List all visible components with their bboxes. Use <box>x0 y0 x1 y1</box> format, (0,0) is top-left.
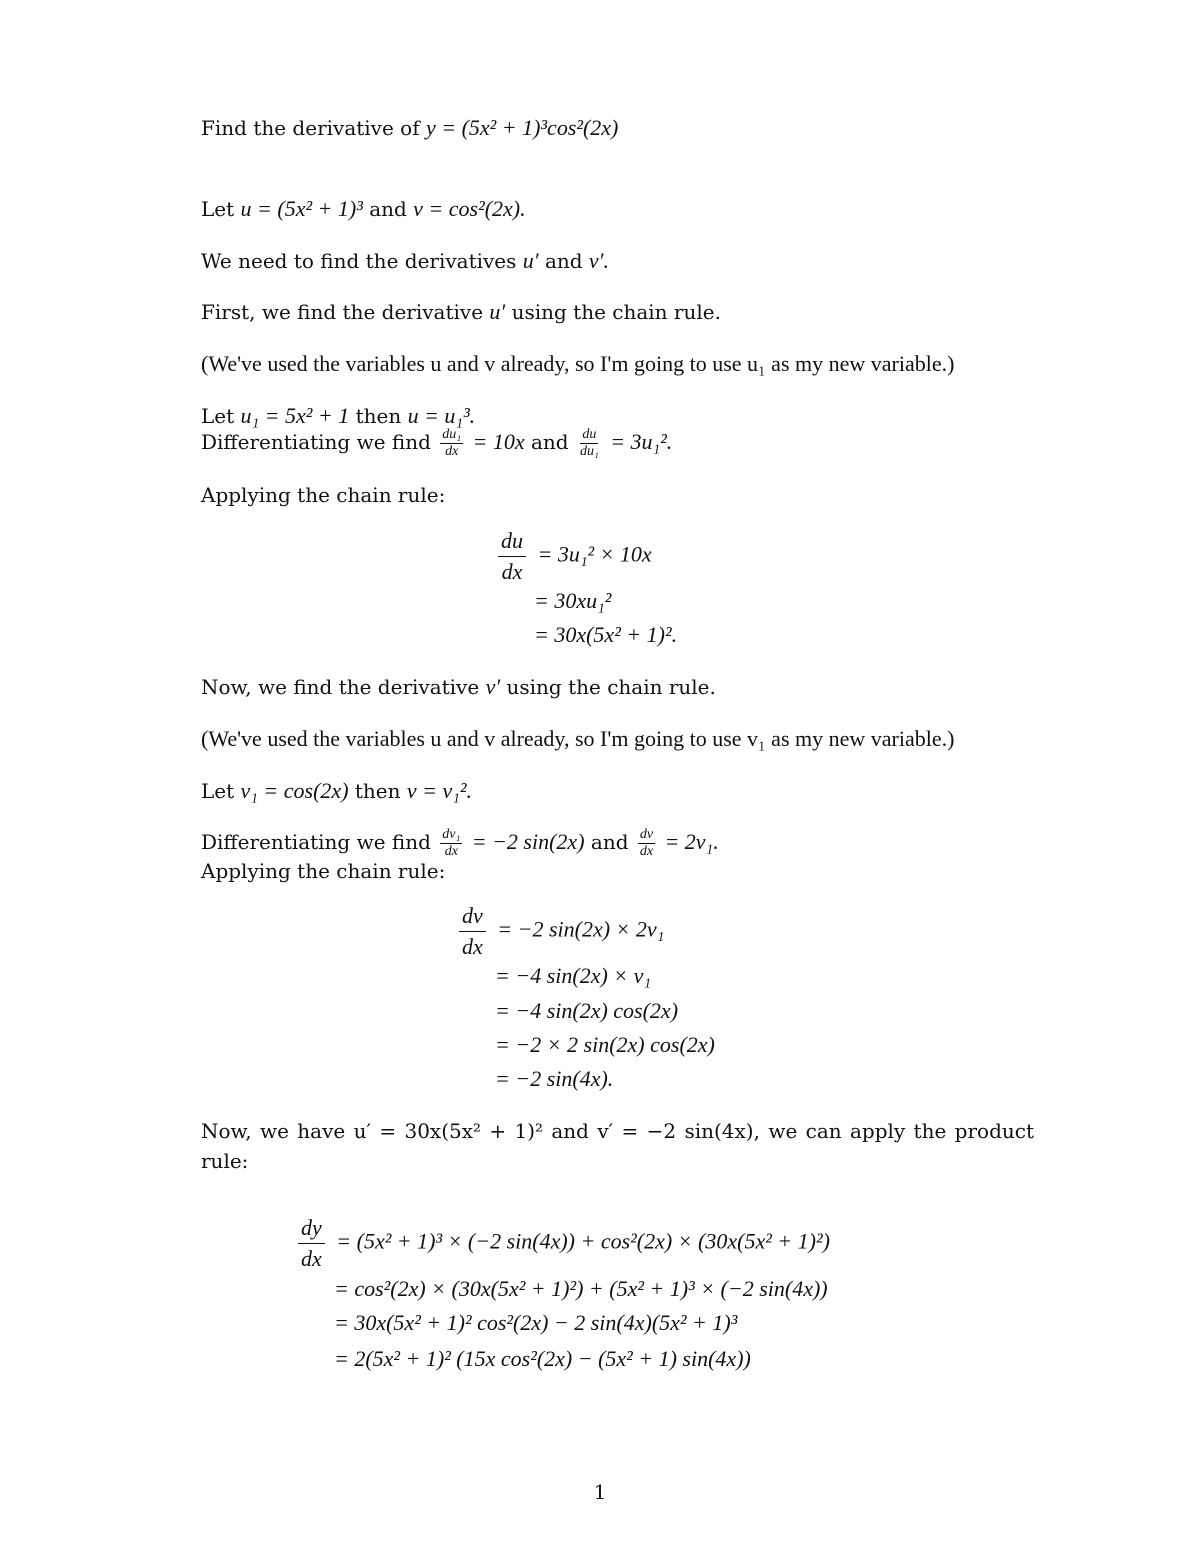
first-text: First, we find the derivative <box>201 300 484 324</box>
let-v1-line <box>201 777 472 805</box>
fraction-numerator: dv₁ <box>442 827 461 842</box>
equation-line: = −2 sin(2x) × 2v₁ <box>497 916 665 942</box>
apply-chain-heading-2: Applying the chain rule: <box>201 859 446 883</box>
fraction-denominator: dx <box>444 844 458 859</box>
equation-line: = cos²(2x) × (30x(5x² + 1)²) + (5x² + 1)³ × (−2 sin(4x)) <box>334 1276 828 1301</box>
du-du1-value: = 3u₁². <box>610 429 673 454</box>
dv1-dx-fraction <box>440 828 462 859</box>
dv-dx-value: = 2v₁. <box>664 829 719 854</box>
v1-definition: v₁ = cos(2x) <box>240 778 349 803</box>
u1-definition: u₁ = 5x² + 1 <box>240 403 350 428</box>
intro-line <box>201 114 618 142</box>
equation-line: = −2 × 2 sin(2x) cos(2x) <box>495 1032 715 1057</box>
product-rule-text: Now, we have u′ = 30x(5x² + 1)² and v′ = −2 sin(4x), we can apply the product rule: <box>201 1119 1034 1173</box>
let-uv-line <box>201 195 526 223</box>
first-text-end: using the chain rule. <box>511 300 721 324</box>
equation-line: = −2 sin(4x). <box>495 1066 614 1091</box>
equation-line: = −4 sin(2x) × v₁ <box>495 963 652 988</box>
equation-line: = −4 sin(2x) cos(2x) <box>495 998 679 1023</box>
intro-expression: y = (5x² + 1)³cos²(2x) <box>425 115 619 140</box>
fraction-denominator: dx <box>301 1246 322 1271</box>
u-prime: u′ <box>522 248 539 273</box>
now-text-end: using the chain rule. <box>506 675 716 699</box>
and-word: and <box>590 830 629 854</box>
diff-text: Differentiating we find <box>201 830 431 854</box>
diff-v-line <box>201 828 719 859</box>
diff-u-line <box>201 428 672 459</box>
first-line <box>201 298 721 326</box>
equation-line: = 30x(5x² + 1)². <box>534 622 678 647</box>
page-number: 1 <box>593 1480 607 1504</box>
du1-dx-value: = 10x <box>472 429 525 454</box>
fraction-numerator: du₁ <box>442 427 462 442</box>
now-text: Now, we find the derivative <box>201 675 480 699</box>
note-u-line: (We've used the variables u and v already, so I'm going to use u₁ as my new variable.) <box>201 351 955 376</box>
v-definition: v = cos²(2x). <box>413 196 526 221</box>
v-in-terms-of-v1: v = v₁². <box>406 778 473 803</box>
v-prime: v′ <box>485 674 501 699</box>
diff-text: Differentiating we find <box>201 430 431 454</box>
and-word: and <box>531 430 569 454</box>
du-dx-fraction <box>498 528 526 585</box>
need-text: We need to find the derivatives <box>201 249 517 273</box>
equation-line: = 30xu₁² <box>534 588 612 613</box>
dv-dx-fraction <box>459 903 486 960</box>
fraction-numerator: du <box>498 528 526 557</box>
apply-chain-heading-1: Applying the chain rule: <box>201 483 446 507</box>
fraction-denominator: dx <box>501 559 523 584</box>
fraction-numerator: du <box>582 427 597 442</box>
dv1-dx-value: = −2 sin(2x) <box>471 829 585 854</box>
need-line <box>201 247 609 275</box>
du-du1-fraction <box>578 428 601 459</box>
equation-line: = 30x(5x² + 1)² cos²(2x) − 2 sin(4x)(5x² + 1)³ <box>334 1310 738 1335</box>
then-word: then <box>355 404 402 428</box>
u-definition: u = (5x² + 1)³ <box>240 196 363 221</box>
equation-line: = (5x² + 1)³ × (−2 sin(4x)) + cos²(2x) × (30x(5x² + 1)²) <box>336 1228 830 1254</box>
u-in-terms-of-u1: u = u₁³. <box>407 403 476 428</box>
let-label: Let <box>201 779 235 803</box>
du1-dx-fraction <box>440 428 463 459</box>
and-word: and <box>544 249 583 273</box>
fraction-numerator: dv <box>459 903 486 932</box>
dy-dx-fraction <box>298 1215 325 1272</box>
let-u1-line <box>201 402 475 430</box>
u-prime: u′ <box>489 299 506 324</box>
equation-line: = 3u₁² × 10x <box>537 541 652 567</box>
then-word: then <box>354 779 401 803</box>
fraction-denominator: dx <box>639 844 654 859</box>
fraction-denominator: du₁ <box>579 444 599 459</box>
now-v-line <box>201 673 716 701</box>
equation-line: = 2(5x² + 1)² (15x cos²(2x) − (5x² + 1) sin(4x)) <box>334 1346 751 1371</box>
fraction-denominator: dx <box>445 444 459 459</box>
fraction-numerator: dv <box>639 827 654 842</box>
note-v-line: (We've used the variables u and v already, so I'm going to use v₁ as my new variable.) <box>201 726 955 751</box>
let-label: Let <box>201 404 235 428</box>
dv-dx-fraction <box>638 828 655 859</box>
fraction-numerator: dy <box>298 1215 325 1244</box>
let-label: Let <box>201 197 235 221</box>
fraction-denominator: dx <box>462 934 483 959</box>
and-word: and <box>369 197 407 221</box>
intro-text: Find the derivative of <box>201 116 420 140</box>
v-prime: v′. <box>588 248 609 273</box>
product-rule-paragraph <box>166 1116 1034 1176</box>
